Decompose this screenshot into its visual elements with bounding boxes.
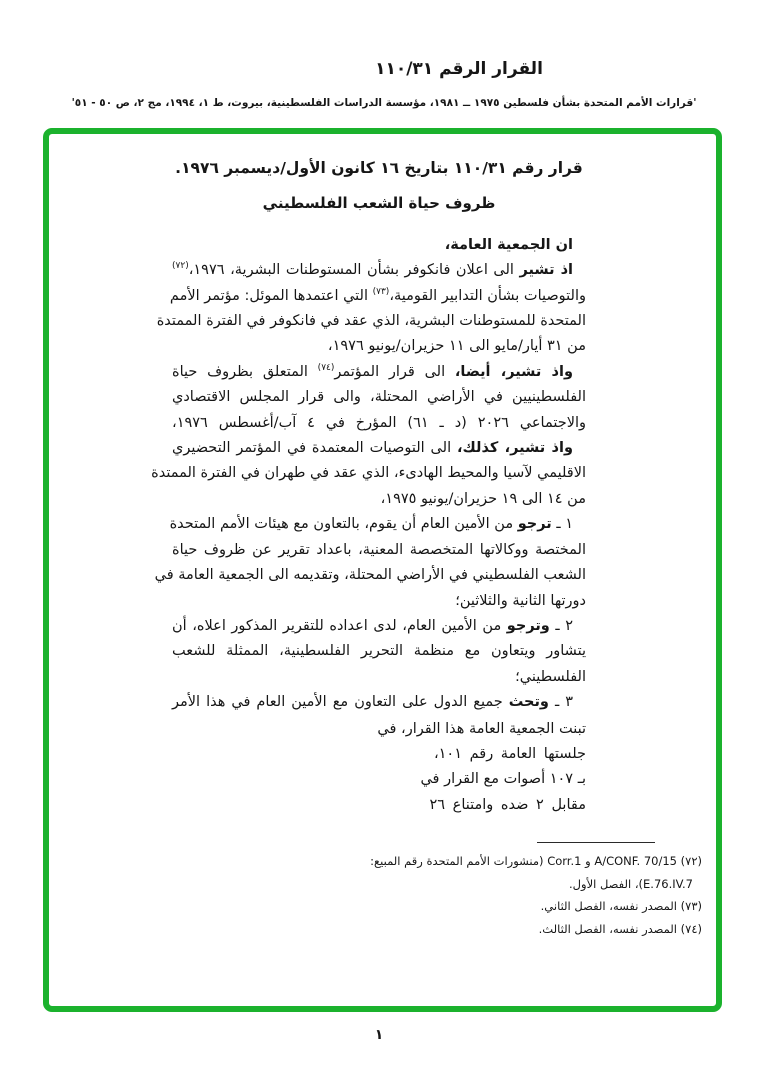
footnote-separator-rule [537,842,655,843]
document-source-line: 'قرارات الأمم المتحدة بشأن فلسطين ١٩٧٥ ــ ١٩٨١، مؤسسة الدراسات الفلسطينية، بيروت، ط ١، ١٩٩٤، مج ٢، ص ٥٠ - ٥١' [71,97,697,109]
resolution-title: قرار رقم ١١٠/٣١ بتاريخ ١٦ كانون الأول/ديسمبر ١٩٧٦. [175,159,583,177]
text-line: المختصة ووكالاتها المتخصصة المعنية، باعداد تقرير عن ظروف حياة [172,541,586,558]
footnote-line: (٧٣) المصدر نفسه، الفصل الثاني. [540,899,702,914]
footnote-reference: (٧٣) [372,286,390,297]
text-line: واذ تشير، أيضا، الى قرار المؤتمر$^{(٧٤)}$ المتعلق بظروف حياة [172,362,573,380]
text-line: المتحدة للمستوطنات البشرية، الذي عقد في فانكوفر في الفترة الممتدة [156,313,586,330]
footnote-reference: (٧٤) [317,362,335,373]
text-line: الشعب الفلسطيني في الأراضي المحتلة، وتقديمه الى الجمعية العامة في [154,567,586,584]
text-line: ٣ ـ وتحث جميع الدول على التعاون مع الأمين العام في هذا الأمر [172,694,574,711]
text-line: والاجتماعي ٢٠٢٦ (د ـ ٦١) المؤرخ في ٤ آب/أغسطس ١٩٧٦، [172,414,586,431]
text-line: يتشاور ويتعاون مع منظمة التحرير الفلسطينية، الممثلة للشعب [172,643,586,660]
document-header-title: القرار الرقم ١١٠/٣١ [375,59,543,79]
paragraph [154,512,586,614]
paragraph [172,614,586,690]
resolution-body [151,156,586,818]
adoption-line: جلستها العامة رقم ١٠١، [433,745,586,762]
text-line: ١ ـ ترجو من الأمين العام أن يقوم، بالتعاون مع هيئات الأمم المتحدة [169,516,573,533]
text-line: والتوصيات بشأن التدابير القومية،$^{(٧٣)}$ التي اعتمدها الموئل: مؤتمر الأمم [169,286,586,304]
text-line: ان الجمعية العامة، [444,236,573,253]
paragraph [151,436,586,512]
text-line: دورتها الثانية والثلاثين؛ [455,592,586,609]
adoption-note [172,717,586,819]
adoption-line: مقابل ٢ ضده وامتناع ٢٦ [429,796,586,813]
text-line: ٢ ـ وترجو من الأمين العام، لدى اعداده للتقرير المذكور اعلاه، أن [172,617,573,634]
footnote-line: (٧٤) المصدر نفسه، الفصل الثالث. [538,921,702,936]
adoption-line: بـ ١٠٧ أصوات مع القرار في [420,771,586,788]
text-line: اذ تشير الى اعلان فانكوفر بشأن المستوطنات البشرية، ١٩٧٦،$^{(٧٢)}$ [172,261,573,279]
footnote-line: (٧٢) A/CONF. 70/15 و Corr.1 (منشورات الأمم المتحدة رقم المبيع: [370,854,702,868]
paragraph [156,258,586,360]
text-line: من ١٤ الى ١٩ حزيران/يونيو ١٩٧٥، [380,490,586,507]
footnote-lines [306,850,702,940]
adoption-line: تبنت الجمعية العامة هذا القرار، في [377,720,586,737]
resolution-subtitle: ظروف حياة الشعب الفلسطيني [262,194,496,213]
paragraph [172,360,586,436]
footnotes-block [306,842,702,940]
text-line: واذ تشير، كذلك، الى التوصيات المعتمدة في المؤتمر التحضيري [172,440,573,457]
paragraph [172,690,586,715]
footnote-line: E.76.IV.7)، الفصل الأول. [569,876,693,891]
footnote-reference: (٧٢) [172,261,189,272]
paragraph [172,233,586,258]
resolution-paragraphs [151,233,586,716]
text-line: الفلسطيني؛ [515,668,586,685]
text-line: الاقليمي لآسيا والمحيط الهادىء، الذي عقد في طهران في الفترة الممتدة [151,465,586,482]
text-line: من ٣١ أيار/مايو الى ١١ حزيران/يونيو ١٩٧٦، [327,338,586,355]
text-line: الفلسطينيين في الأراضي المحتلة، والى قرار المجلس الاقتصادي [172,389,586,406]
page-number: ١ [374,1027,384,1043]
